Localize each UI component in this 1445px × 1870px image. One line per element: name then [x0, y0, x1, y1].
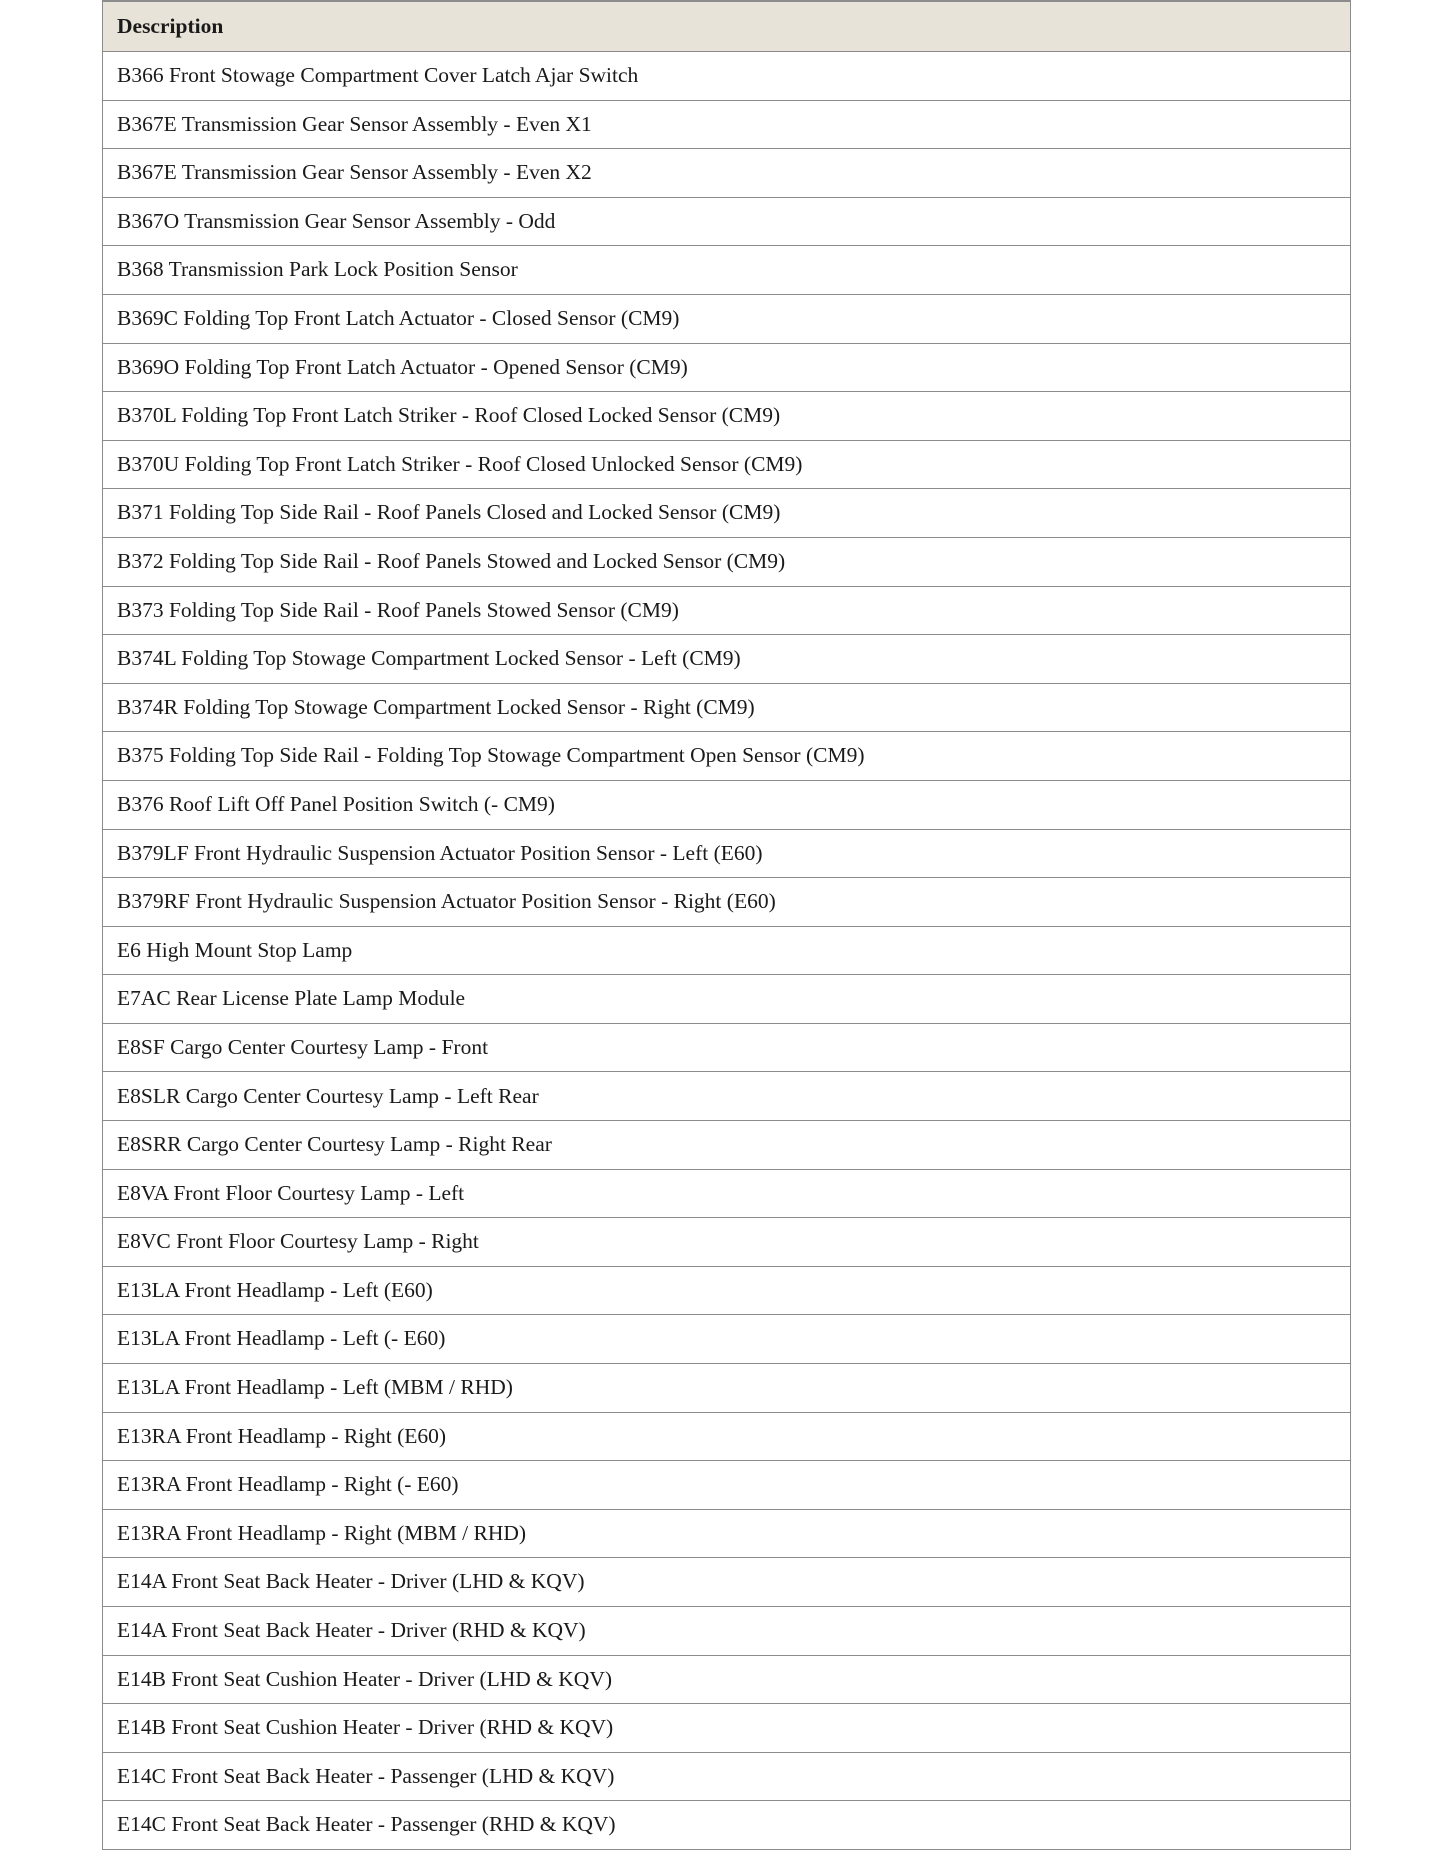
- table-row: [103, 149, 1351, 198]
- table-cell-description: B367E Transmission Gear Sensor Assembly - Even X2: [103, 149, 1351, 198]
- table-cell-description: E14A Front Seat Back Heater - Driver (RHD & KQV): [103, 1607, 1351, 1656]
- table-row: [103, 1412, 1351, 1461]
- table-cell-description: E8VA Front Floor Courtesy Lamp - Left: [103, 1169, 1351, 1218]
- table-cell-description: E14B Front Seat Cushion Heater - Driver (RHD & KQV): [103, 1704, 1351, 1753]
- table-cell-description: B369O Folding Top Front Latch Actuator - Opened Sensor (CM9): [103, 343, 1351, 392]
- table-row: [103, 1364, 1351, 1413]
- table-row: [103, 1266, 1351, 1315]
- table-row: [103, 780, 1351, 829]
- table-cell-description: B372 Folding Top Side Rail - Roof Panels Stowed and Locked Sensor (CM9): [103, 537, 1351, 586]
- table-row: [103, 392, 1351, 441]
- table-row: [103, 926, 1351, 975]
- table-cell-description: B366 Front Stowage Compartment Cover Latch Ajar Switch: [103, 52, 1351, 101]
- table-cell-description: B369C Folding Top Front Latch Actuator - Closed Sensor (CM9): [103, 294, 1351, 343]
- description-table: [102, 0, 1351, 1850]
- table-row: [103, 1072, 1351, 1121]
- table-row: [103, 100, 1351, 149]
- table-row: [103, 975, 1351, 1024]
- table-cell-description: B374R Folding Top Stowage Compartment Locked Sensor - Right (CM9): [103, 683, 1351, 732]
- table-cell-description: E8SRR Cargo Center Courtesy Lamp - Right Rear: [103, 1121, 1351, 1170]
- table-row: [103, 1558, 1351, 1607]
- table-row: [103, 1121, 1351, 1170]
- table-row: [103, 1607, 1351, 1656]
- table-row: [103, 683, 1351, 732]
- table-row: [103, 829, 1351, 878]
- table-cell-description: E13LA Front Headlamp - Left (- E60): [103, 1315, 1351, 1364]
- table-row: [103, 732, 1351, 781]
- table-row: [103, 1801, 1351, 1850]
- table-cell-description: E14C Front Seat Back Heater - Passenger (RHD & KQV): [103, 1801, 1351, 1850]
- table-cell-description: E13LA Front Headlamp - Left (MBM / RHD): [103, 1364, 1351, 1413]
- table-row: [103, 489, 1351, 538]
- table-cell-description: E14B Front Seat Cushion Heater - Driver (LHD & KQV): [103, 1655, 1351, 1704]
- table-cell-description: B368 Transmission Park Lock Position Sensor: [103, 246, 1351, 295]
- table-cell-description: E14C Front Seat Back Heater - Passenger (LHD & KQV): [103, 1752, 1351, 1801]
- table-row: [103, 440, 1351, 489]
- table-row: [103, 1509, 1351, 1558]
- table-cell-description: B373 Folding Top Side Rail - Roof Panels Stowed Sensor (CM9): [103, 586, 1351, 635]
- table-cell-description: E7AC Rear License Plate Lamp Module: [103, 975, 1351, 1024]
- table-row: [103, 1218, 1351, 1267]
- table-cell-description: B376 Roof Lift Off Panel Position Switch (- CM9): [103, 780, 1351, 829]
- table-cell-description: E6 High Mount Stop Lamp: [103, 926, 1351, 975]
- table-row: [103, 878, 1351, 927]
- table-row: [103, 1655, 1351, 1704]
- table-row: [103, 1315, 1351, 1364]
- table-row: [103, 537, 1351, 586]
- table-cell-description: E8VC Front Floor Courtesy Lamp - Right: [103, 1218, 1351, 1267]
- table-row: [103, 343, 1351, 392]
- column-header-description: Description: [103, 1, 1351, 52]
- table-row: [103, 197, 1351, 246]
- table-row: [103, 1023, 1351, 1072]
- table-row: [103, 1169, 1351, 1218]
- table-row: [103, 635, 1351, 684]
- description-table-container: [102, 0, 1351, 1850]
- table-cell-description: B370L Folding Top Front Latch Striker - Roof Closed Locked Sensor (CM9): [103, 392, 1351, 441]
- table-row: [103, 1704, 1351, 1753]
- table-body: [103, 52, 1351, 1850]
- table-row: [103, 52, 1351, 101]
- table-cell-description: E14A Front Seat Back Heater - Driver (LHD & KQV): [103, 1558, 1351, 1607]
- table-row: [103, 1461, 1351, 1510]
- table-header-row: [103, 1, 1351, 52]
- table-cell-description: B367O Transmission Gear Sensor Assembly - Odd: [103, 197, 1351, 246]
- table-cell-description: E13LA Front Headlamp - Left (E60): [103, 1266, 1351, 1315]
- table-cell-description: B367E Transmission Gear Sensor Assembly - Even X1: [103, 100, 1351, 149]
- table-row: [103, 294, 1351, 343]
- table-row: [103, 246, 1351, 295]
- table-cell-description: E8SF Cargo Center Courtesy Lamp - Front: [103, 1023, 1351, 1072]
- table-row: [103, 586, 1351, 635]
- table-cell-description: B379LF Front Hydraulic Suspension Actuator Position Sensor - Left (E60): [103, 829, 1351, 878]
- table-cell-description: B371 Folding Top Side Rail - Roof Panels Closed and Locked Sensor (CM9): [103, 489, 1351, 538]
- table-cell-description: E13RA Front Headlamp - Right (MBM / RHD): [103, 1509, 1351, 1558]
- table-cell-description: B379RF Front Hydraulic Suspension Actuator Position Sensor - Right (E60): [103, 878, 1351, 927]
- table-cell-description: E13RA Front Headlamp - Right (- E60): [103, 1461, 1351, 1510]
- table-cell-description: E8SLR Cargo Center Courtesy Lamp - Left Rear: [103, 1072, 1351, 1121]
- table-cell-description: E13RA Front Headlamp - Right (E60): [103, 1412, 1351, 1461]
- table-cell-description: B370U Folding Top Front Latch Striker - Roof Closed Unlocked Sensor (CM9): [103, 440, 1351, 489]
- table-cell-description: B374L Folding Top Stowage Compartment Locked Sensor - Left (CM9): [103, 635, 1351, 684]
- table-cell-description: B375 Folding Top Side Rail - Folding Top Stowage Compartment Open Sensor (CM9): [103, 732, 1351, 781]
- table-row: [103, 1752, 1351, 1801]
